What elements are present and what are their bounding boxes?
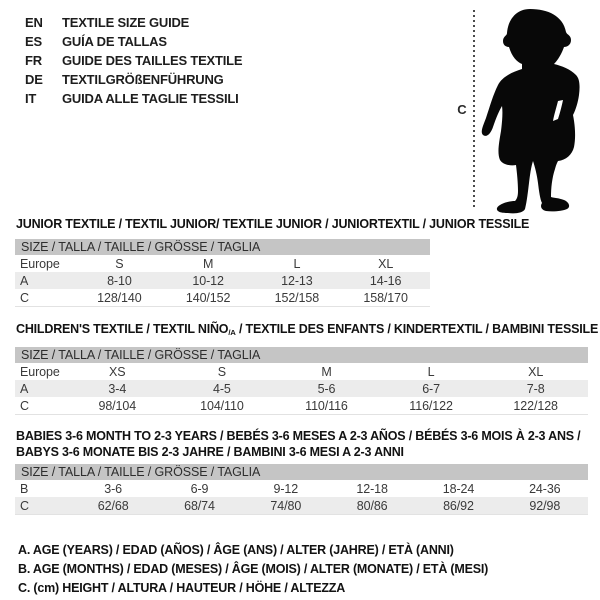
- table-cell: 62/68: [97, 498, 129, 513]
- table-cell: 128/140: [97, 290, 142, 305]
- table-cell: 18-24: [442, 481, 475, 496]
- table-cell: M: [202, 256, 214, 271]
- table-cell: S: [217, 364, 227, 379]
- babies-size-table: [15, 464, 588, 515]
- table-row: [15, 272, 430, 289]
- table-row: [15, 363, 588, 380]
- table-cell: 24-36: [529, 481, 561, 496]
- legend-line-a: A. AGE (YEARS) / EDAD (AÑOS) / ÂGE (ANS) / ALTER (JAHRE) / ETÀ (ANNI): [18, 543, 454, 557]
- table-cell: L: [293, 256, 301, 271]
- table-row: [15, 480, 588, 497]
- language-code: ES: [25, 34, 42, 49]
- language-title: TEXTILGRÖßENFÜHRUNG: [62, 72, 224, 87]
- table-cell: XS: [109, 364, 126, 379]
- table-row: [15, 289, 430, 306]
- table-cell: 68/74: [184, 498, 215, 513]
- table-cell: 10-12: [192, 273, 224, 288]
- children-section-title: [16, 322, 598, 337]
- table-cell: 86/92: [443, 498, 474, 513]
- language-title: GUÍA DE TALLAS: [62, 34, 167, 49]
- height-dashed-line: [473, 10, 475, 208]
- table-cell: 98/104: [98, 398, 137, 413]
- table-rows: [15, 363, 588, 414]
- row-label: B: [20, 481, 29, 496]
- row-label: C: [20, 498, 29, 513]
- table-header-bar: SIZE / TALLA / TAILLE / GRÖSSE / TAGLIA: [15, 347, 588, 363]
- legend-line-b: B. AGE (MONTHS) / EDAD (MESES) / ÂGE (MOIS) / ALTER (MONATE) / ETÀ (MESI): [18, 562, 489, 576]
- table-cell: 158/170: [363, 290, 408, 305]
- language-code: IT: [25, 91, 37, 106]
- table-row: [15, 380, 588, 397]
- table-rows: [15, 480, 588, 514]
- table-cell: M: [321, 364, 332, 379]
- table-rows: [15, 255, 430, 306]
- babies-title-line1: BABIES 3-6 MONTH TO 2-3 YEARS / BEBÉS 3-6 MESES A 2-3 AÑOS / BÉBÉS 3-6 MOIS À 2-3 ANS /: [16, 429, 581, 443]
- table-cell: 152/158: [274, 290, 320, 305]
- table-cell: XL: [528, 364, 544, 379]
- table-cell: 3-4: [108, 381, 127, 396]
- table-cell: 8-10: [107, 273, 132, 288]
- row-label: C: [20, 398, 29, 413]
- height-measure-label: C: [457, 102, 467, 117]
- table-header-bar: SIZE / TALLA / TAILLE / GRÖSSE / TAGLIA: [15, 239, 430, 255]
- junior-size-table: [15, 239, 430, 307]
- language-list: [25, 13, 242, 108]
- row-label: Europe: [20, 364, 60, 379]
- table-cell: 9-12: [273, 481, 299, 496]
- table-cell: 140/152: [185, 290, 231, 305]
- children-size-table: [15, 347, 588, 415]
- legend-line-c: C. (cm) HEIGHT / ALTURA / HAUTEUR / HÖHE / ALTEZZA: [18, 581, 346, 595]
- language-title: TEXTILE SIZE GUIDE: [62, 15, 190, 30]
- row-label: A: [20, 273, 29, 288]
- table-cell: 12-18: [356, 481, 388, 496]
- table-cell: 74/80: [270, 498, 302, 513]
- table-cell: 14-16: [369, 273, 402, 288]
- row-label: C: [20, 290, 29, 305]
- row-label: A: [20, 381, 29, 396]
- table-cell: L: [427, 364, 435, 379]
- language-code: FR: [25, 53, 42, 68]
- table-cell: 104/110: [200, 398, 244, 413]
- table-cell: 7-8: [526, 381, 545, 396]
- table-header-bar: SIZE / TALLA / TAILLE / GRÖSSE / TAGLIA: [15, 464, 588, 480]
- legend: [18, 541, 488, 598]
- table-cell: 92/98: [529, 498, 561, 513]
- babies-section-title: [16, 428, 580, 460]
- language-row: [25, 51, 242, 70]
- language-title: GUIDA ALLE TAGLIE TESSILI: [62, 91, 239, 106]
- table-cell: 6-7: [422, 381, 440, 396]
- language-row: [25, 89, 242, 108]
- table-cell: 12-13: [281, 273, 313, 288]
- table-cell: 3-6: [104, 481, 123, 496]
- table-cell: S: [115, 256, 124, 271]
- row-label: Europe: [20, 256, 60, 271]
- table-cell: 5-6: [317, 381, 336, 396]
- baby-silhouette: [478, 3, 594, 214]
- table-cell: XL: [378, 256, 394, 271]
- babies-title-line2: BABYS 3-6 MONATE BIS 2-3 JAHRE / BAMBINI 3-6 MESI A 2-3 ANNI: [16, 445, 404, 459]
- junior-section-title: JUNIOR TEXTILE / TEXTIL JUNIOR/ TEXTILE JUNIOR / JUNIORTEXTIL / JUNIOR TESSILE: [16, 217, 530, 231]
- table-cell: 80/86: [356, 498, 388, 513]
- language-row: [25, 32, 242, 51]
- language-code: DE: [25, 72, 43, 87]
- children-title-subscript: /A: [228, 328, 236, 337]
- table-row: [15, 255, 430, 272]
- table-row: [15, 397, 588, 414]
- table-cell: 122/128: [513, 398, 558, 413]
- children-title-rest: / TEXTILE DES ENFANTS / KINDERTEXTIL / BAMBINI TESSILE: [235, 322, 599, 336]
- children-title-main: CHILDREN'S TEXTILE / TEXTIL NIÑO: [16, 322, 229, 336]
- language-row: [25, 70, 242, 89]
- language-title: GUIDE DES TAILLES TEXTILE: [62, 53, 243, 68]
- language-row: [25, 13, 242, 32]
- table-cell: 116/122: [409, 398, 453, 413]
- table-cell: 6-9: [190, 481, 209, 496]
- language-code: EN: [25, 15, 43, 30]
- table-cell: 4-5: [213, 381, 231, 396]
- table-cell: 110/116: [305, 398, 348, 413]
- table-row: [15, 497, 588, 514]
